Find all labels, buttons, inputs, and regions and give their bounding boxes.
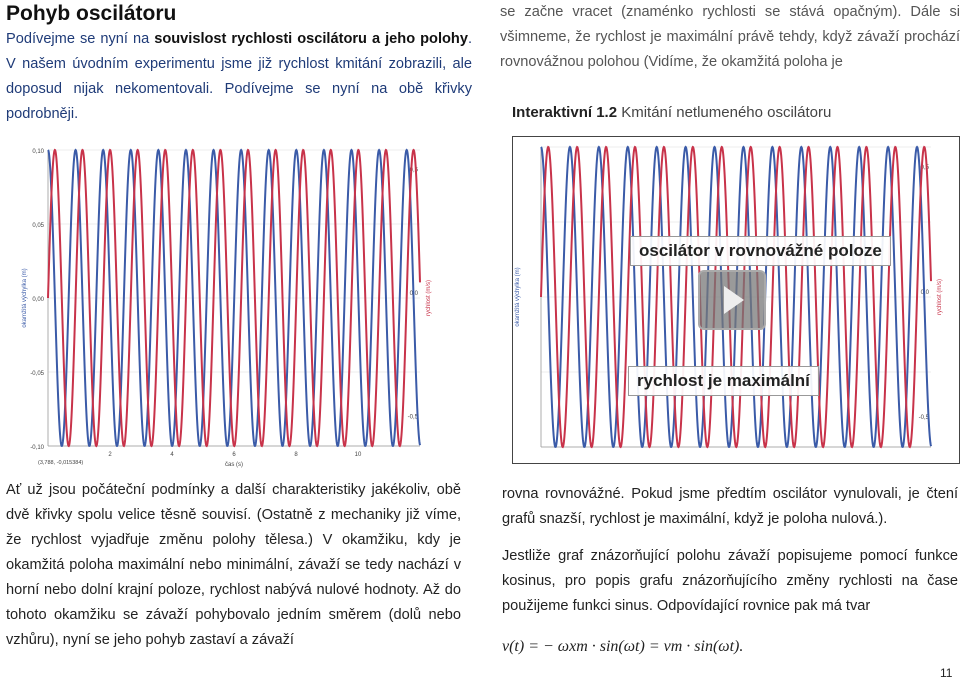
page-number: 11: [940, 666, 953, 680]
intro-text-1: Podívejme se nyní na: [6, 31, 155, 47]
bottom-left-paragraph: Ať už jsou počáteční podmínky a další charakteristiky jakékoliv, obě dvě křivky spolu velice těsně souvisí. (Ostatně z mechaniky již víme, že rychlost vyjadřuje změnu polohy tělesa.) V okamžiku, kdy je okamžitá poloha maximální nebo minimální, závaží se tedy nachází v horní nebo dolní krajní poloze, rychlost nabývá nulové hodnoty. Až do tohoto okamžiku se závaží pohybovalo jedním směrem (dolů nebo vzhůru), nyní se jeho pohyb zastaví a závaží: [6, 482, 461, 648]
y-right-tick-label: 0,5: [920, 165, 929, 171]
position-velocity-chart: [0, 140, 470, 470]
x-tick-label: 6: [232, 452, 236, 458]
intro-paragraph: [6, 27, 472, 127]
y-left-tick-label: 0,00: [32, 297, 44, 303]
max-velocity-callout: rychlost je maximální: [628, 366, 819, 396]
intro-text-2: . V našem úvodním experimentu jsme již rychlost kmitání zobrazili, ale doposud nijak nekomentovali. Podívejme se nyní na obě křivky podrobněji.: [6, 31, 473, 122]
interactive-caption: Kmitání netlumeného oscilátoru: [617, 104, 832, 121]
intro-bold-text: souvislost rychlosti oscilátoru a jeho polohy: [154, 31, 468, 47]
y-left-axis-label: okamžitá výchylka (m): [22, 268, 28, 328]
y-right-axis-label: rychlost (m/s): [426, 280, 432, 316]
equilibrium-callout: oscilátor v rovnovážné poloze: [630, 236, 891, 266]
right-top-paragraph: se začne vracet (znaménko rychlosti se stává opačným). Dále si všimneme, že rychlost je maximální právě tehdy, když závaží prochází rovnovážnou polohou (Vidíme, že okamžitá poloha je: [500, 4, 960, 70]
y-right-axis-label: rychlost (m/s): [937, 279, 943, 315]
y-left-tick-label: -0,05: [30, 371, 44, 377]
x-tick-label: 10: [354, 452, 362, 458]
y-right-tick-label: 0,0: [409, 291, 418, 297]
x-tick-label: 2: [108, 452, 112, 458]
interactive-label: Interaktivní 1.2: [512, 104, 618, 121]
y-left-tick-label: 0,05: [32, 223, 44, 229]
y-right-tick-label: -0,5: [918, 415, 929, 421]
velocity-equation: v(t) = − ωxm · sin(ωt) = vm · sin(ωt).: [502, 638, 744, 655]
play-button[interactable]: [698, 270, 766, 330]
x-tick-label: 8: [294, 452, 298, 458]
bottom-right-paragraph-2: Jestliže graf znázorňující polohu závaží popisujeme pomocí funkce kosinus, pro popis grafu znázorňujícího změny rychlosti na čase použijeme funkci sinus. Odpovídající rovnice pak má tvar: [502, 548, 958, 614]
x-axis-label: čas (s): [225, 462, 243, 468]
play-icon: [724, 286, 744, 314]
interactive-heading: [512, 104, 831, 121]
cursor-readout: (3,788, -0,015384): [38, 460, 84, 466]
y-left-axis-label: okamžitá výchylka (m): [515, 267, 521, 327]
y-right-tick-label: -0,5: [407, 414, 418, 421]
y-right-tick-label: 0,5: [409, 167, 418, 174]
bottom-right-text: [502, 482, 958, 619]
y-left-tick-label: -0,10: [30, 445, 44, 451]
y-left-tick-label: 0,10: [32, 149, 44, 155]
section-title: Pohyb oscilátoru: [6, 2, 177, 25]
x-tick-label: 4: [170, 452, 174, 458]
y-right-tick-label: 0,0: [920, 290, 929, 296]
bottom-right-paragraph-1: rovna rovnovážné. Pokud jsme předtím oscilátor vynulovali, je čtení grafů snazší, rychlost je maximální, když je poloha nulová.).: [502, 486, 958, 527]
